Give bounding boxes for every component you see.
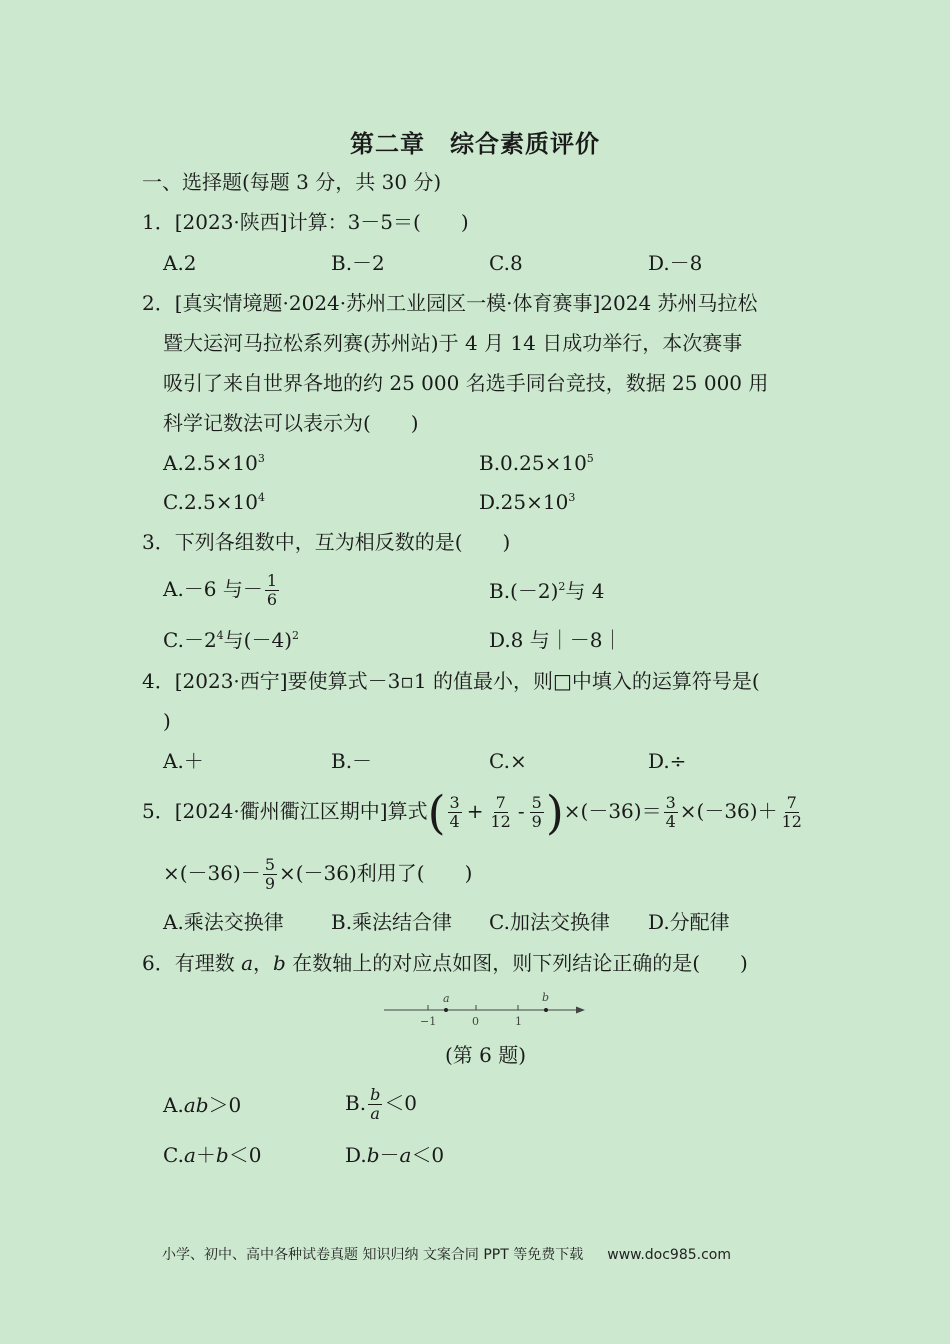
- footer-text: 小学、初中、高中各种试卷真题 知识归纳 文案合同 PPT 等免费下载: [162, 1247, 584, 1263]
- q6-option-a: A.ab＞0: [163, 1093, 242, 1117]
- page-title: 第二章 综合素质评价: [350, 129, 600, 158]
- q1-option-b: B.－2: [331, 251, 385, 275]
- footer: [162, 1244, 731, 1264]
- q3-option-d: D.8 与｜－8｜: [489, 628, 623, 652]
- tick-label-one: 1: [515, 1015, 522, 1028]
- q2-option-b: $B.0.25\times 10^5$: [479, 451, 594, 475]
- tick-label-minus-one: −1: [420, 1015, 437, 1028]
- q4-line-2: ): [163, 709, 171, 733]
- q6-option-b: B. $\frac{b}{a}$ ＜0: [345, 1085, 418, 1123]
- q4-line-1: 4．[2023·西宁]要使算式－3▫1 的值最小，则□中填入的运算符号是(: [142, 669, 760, 693]
- q5-option-d: D.分配律: [648, 910, 730, 934]
- point-a: [444, 1008, 448, 1012]
- figure-caption: (第 6 题): [445, 1043, 527, 1067]
- q4-option-b: B.－: [331, 749, 373, 773]
- q3-option-a: A.－6 与－ $\frac{1}{6}$: [163, 571, 278, 609]
- q3-stem: 3．下列各组数中，互为相反数的是( ): [142, 530, 511, 554]
- q1-option-c: C.8: [489, 251, 523, 275]
- q5-option-b: B.乘法结合律: [331, 910, 453, 934]
- q2-line-1: 2．[真实情境题·2024·苏州工业园区一模·体育赛事]2024 苏州马拉松: [142, 291, 758, 315]
- q2-option-c: $C.2.5\times 10^4$: [163, 490, 265, 514]
- q2-option-a: $A.2.5\times 10^3$: [163, 451, 265, 475]
- q5-option-c: C.加法交换律: [489, 910, 610, 934]
- q2-line-4: 科学记数法可以表示为( ): [163, 411, 419, 435]
- q5-line-1: 5．[2024·衢州衢江区期中]算式( $\frac{3}{4}$ + $\frac{7}{12}$ - $\frac{5}{9}$ )×(－36)＝ $\frac{3}{4}$ ×(－36)＋ $\frac{7}{12}$: [142, 785, 802, 840]
- q5-line-2: ×(－36)－ $\frac{5}{9}$ ×(－36)利用了( ): [163, 855, 473, 893]
- q3-option-c: $C.-2^4$与$(-4)^2$: [163, 628, 300, 652]
- q6-stem: 6．有理数 a，b 在数轴上的对应点如图，则下列结论正确的是( ): [142, 951, 748, 975]
- q4-option-a: A.＋: [163, 749, 204, 773]
- q4-option-c: C.×: [489, 749, 527, 773]
- number-line-figure: [380, 988, 590, 1030]
- q5-option-a: A.乘法交换律: [163, 910, 284, 934]
- q1-option-d: D.－8: [648, 251, 703, 275]
- q4-option-d: D.÷: [648, 749, 687, 773]
- point-b: [544, 1008, 548, 1012]
- q2-option-d: $D.25\times 10^3$: [479, 490, 576, 514]
- q1-stem: 1．[2023·陕西]计算：3－5＝( ): [142, 210, 469, 234]
- q6-option-c: C.a＋b＜0: [163, 1143, 262, 1167]
- q6-option-d: D.b－a＜0: [345, 1143, 445, 1167]
- point-a-label: a: [443, 992, 450, 1005]
- number-line-arrow: [576, 1007, 585, 1014]
- tick-label-zero: 0: [472, 1015, 479, 1028]
- point-b-label: b: [542, 991, 550, 1004]
- q3-option-b: $B.(-2)^2$与 4: [489, 579, 605, 603]
- section-heading: 一、选择题(每题 3 分，共 30 分): [142, 170, 442, 194]
- q2-line-2: 暨大运河马拉松系列赛(苏州站)于 4 月 14 日成功举行，本次赛事: [163, 331, 743, 355]
- q2-line-3: 吸引了来自世界各地的约 25 000 名选手同台竞技，数据 25 000 用: [163, 371, 769, 395]
- footer-site-link[interactable]: www.doc985.com: [607, 1247, 731, 1263]
- fraction: $\frac{1}{6}$: [266, 571, 278, 609]
- q1-option-a: A.2: [163, 251, 197, 275]
